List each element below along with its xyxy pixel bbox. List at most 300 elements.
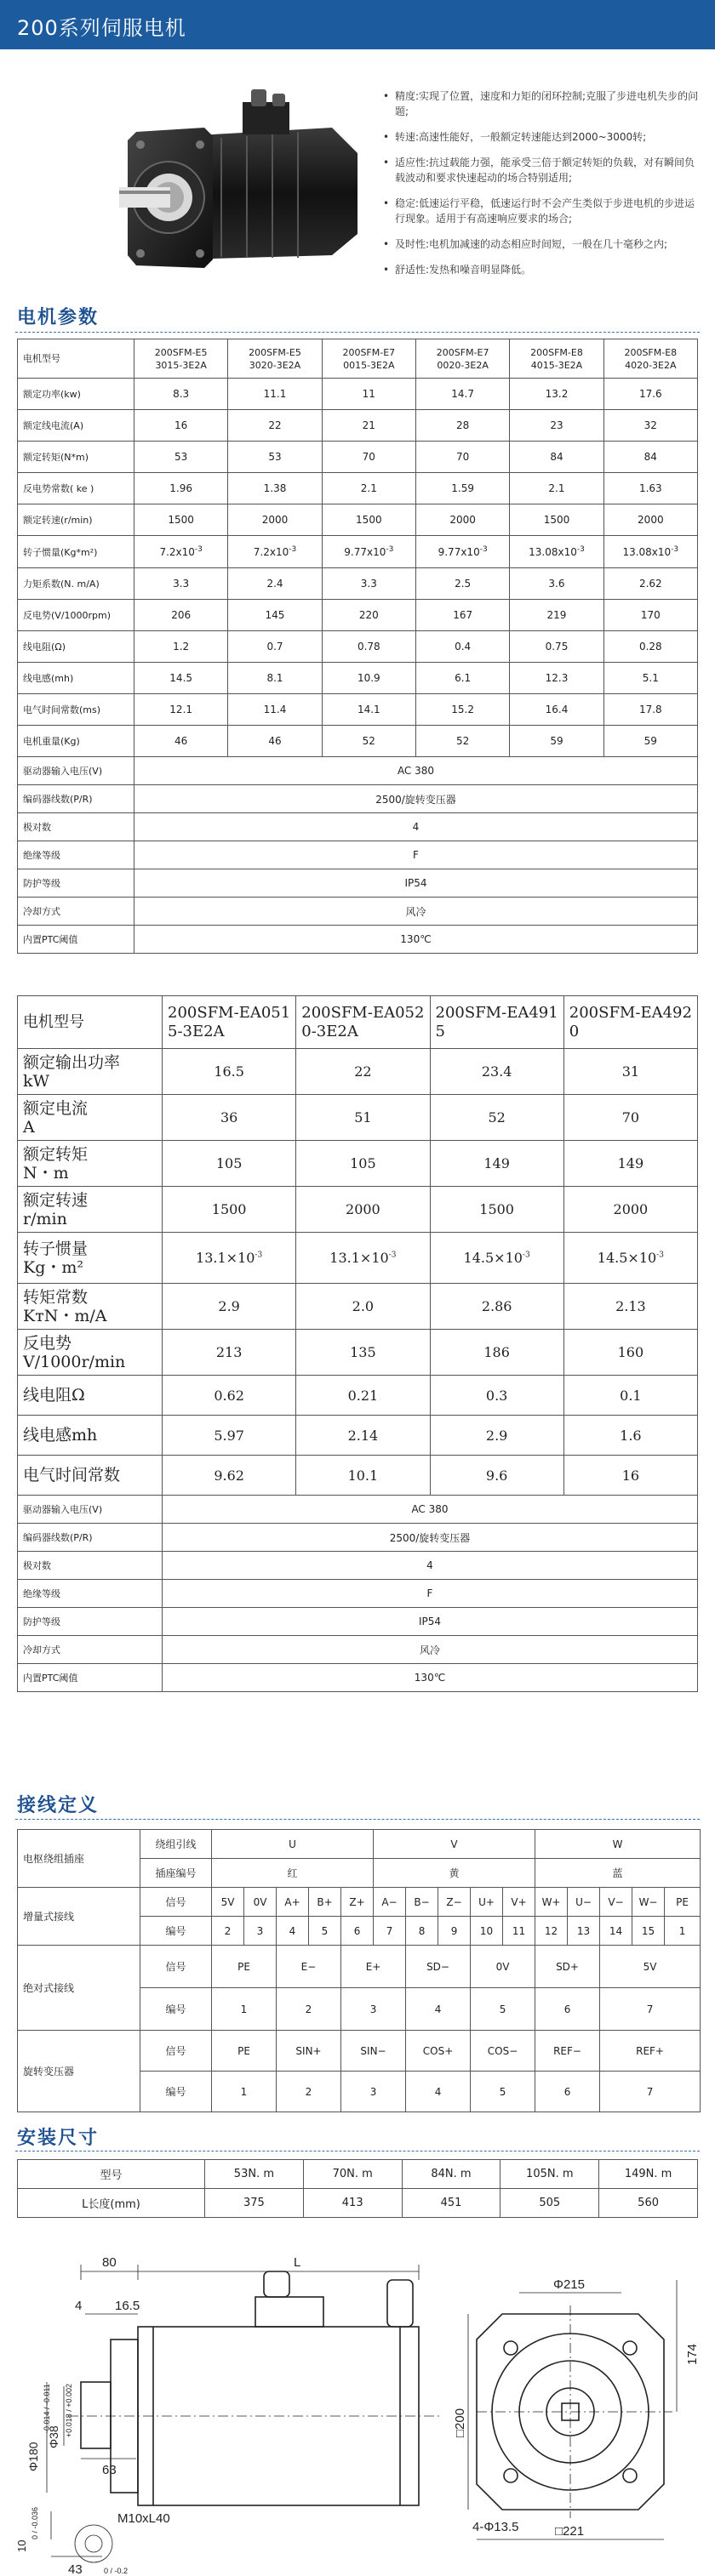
value-cell: SD+ [535,1946,600,1988]
value-cell: V− [600,1888,632,1917]
value-cell: 0.62 [163,1376,296,1416]
table-row [18,1187,698,1233]
table-row [18,996,698,1049]
value-cell: 3.6 [510,568,603,600]
value-cell: 3 [341,2072,406,2112]
value-cell: 0.7 [228,631,322,663]
value-cell: $9.77x10^{-3}$ [322,536,415,568]
wiring-group-label: 增量式接线 [18,1888,140,1946]
value-cell: 17.8 [603,694,697,726]
dim-10: 10 [15,2539,28,2552]
value-cell: 2.0 [296,1284,430,1330]
value-cell: F [134,841,698,869]
table-row [18,694,698,726]
table-row [18,1888,701,1917]
feature-item: • 适应性:抗过载能力强，能承受三倍于额定转矩的负载，对有瞬间负载波动和要求快速起动的场合特别适用; [381,155,705,185]
value-cell: 451 [402,2189,500,2218]
feature-item: • 及时性:电机加减速的动态相应时间短，一般在几十毫秒之内; [381,237,705,252]
row-label: 信号 [140,1888,212,1917]
row-label: 力矩系数(N. m/A) [18,568,134,600]
value-cell: 黄 [374,1859,535,1888]
value-cell: 4 [406,1988,471,2031]
value-cell: 11.4 [228,694,322,726]
table-row [18,2189,698,2218]
value-cell: 9.6 [430,1456,563,1496]
dim-63: 63 [102,2463,117,2477]
dim-200: □200 [453,2408,467,2437]
value-cell: 149 [430,1141,563,1187]
row-label: 内置PTC阈值 [18,926,134,954]
dim-L: L [294,2255,301,2270]
value-cell: 5 [471,2072,535,2112]
value-cell: $13.1\times 10^{-3}$ [296,1233,430,1284]
row-label: 极对数 [18,813,134,841]
value-cell: 2000 [603,504,697,536]
row-label: 冷却方式 [18,1636,163,1664]
value-cell: 149N. m [599,2160,698,2189]
connector-housing [255,2297,323,2327]
value-cell: 9 [438,1917,471,1946]
dim-phi215: Φ215 [553,2277,585,2292]
value-cell: 70 [563,1095,697,1141]
model-cell: 200SFM-E7 0015-3E2A [322,339,415,379]
value-cell: 170 [603,600,697,631]
value-cell: 84 [510,442,603,473]
table-row [18,663,698,694]
value-cell: 413 [303,2189,402,2218]
row-label: 线电感mh [18,1416,163,1456]
table-row [18,473,698,504]
dimension-drawing [0,2246,715,2576]
table-row [18,379,698,410]
value-cell: 3 [341,1988,406,2031]
value-cell: Z− [438,1888,471,1917]
model-cell: 200SFM-E5 3015-3E2A [134,339,228,379]
value-cell: 2 [277,2072,341,2112]
value-cell: IP54 [134,869,698,898]
dim-phi180: Φ180 [26,2442,40,2471]
value-cell: 53N. m [205,2160,304,2189]
value-cell: 2.9 [430,1416,563,1456]
feature-item: • 稳定:低速运行平稳，低速运行时不会产生类似于步进电机的步进运行现象。适用于有高速响应要求的场合; [381,196,705,226]
table-row [18,600,698,631]
value-cell: $13.08x10^{-3}$ [603,536,697,568]
value-cell: 10.1 [296,1456,430,1496]
section-heading-params: 电机参数 [17,307,100,328]
value-cell: 1.96 [134,473,228,504]
motor-photo [102,85,375,281]
value-cell: B+ [309,1888,341,1917]
value-cell: 1.63 [603,473,697,504]
value-cell: 130℃ [163,1664,698,1692]
row-label: 型号 [18,2160,205,2189]
value-cell: 12 [535,1917,568,1946]
value-cell: 7 [374,1917,406,1946]
model-cell: 200SFM-EA492 0 [563,996,697,1049]
table-row [18,869,698,898]
value-cell: PE [212,2031,277,2072]
value-cell: 1.2 [134,631,228,663]
row-label: 编码器线数(P/R) [18,1524,163,1552]
row-label: 电机重量(Kg) [18,726,134,757]
value-cell: A+ [277,1888,309,1917]
value-cell: 52 [430,1095,563,1141]
dim-43: 43 [68,2562,83,2576]
value-cell: 36 [163,1095,296,1141]
row-label: 防护等级 [18,1608,163,1636]
value-cell: 219 [510,600,603,631]
value-cell: 70 [322,442,415,473]
table-row [18,2160,698,2189]
value-cell: 135 [296,1330,430,1376]
table-row [18,1416,698,1456]
value-cell: 4 [406,2072,471,2112]
row-label: 防护等级 [18,869,134,898]
value-cell: 11.1 [228,379,322,410]
feature-item: • 舒适性:发热和噪音明显降低。 [381,262,705,277]
value-cell: $13.1\times 10^{-3}$ [163,1233,296,1284]
dim-80: 80 [102,2255,117,2270]
table-row [18,1664,698,1692]
wiring-table [17,1829,701,2112]
value-cell: 130℃ [134,926,698,954]
table-row [18,757,698,785]
dim-221: □221 [555,2524,585,2539]
row-label: 额定转矩 N・m [18,1141,163,1187]
row-label: 转子惯量 Kg・m² [18,1233,163,1284]
row-label: 极对数 [18,1552,163,1580]
row-label: 转子惯量(Kg*m²) [18,536,134,568]
spec-table-ea-series [17,995,698,1692]
value-cell: 53 [228,442,322,473]
value-cell: 206 [134,600,228,631]
value-cell: PE [665,1888,701,1917]
value-cell: E+ [341,1946,406,1988]
value-cell: 105 [163,1141,296,1187]
value-cell: 10 [471,1917,503,1946]
value-cell: COS+ [406,2031,471,2072]
value-cell: 22 [228,410,322,442]
value-cell: 16.5 [163,1049,296,1095]
value-cell: 风冷 [134,898,698,926]
value-cell: 13 [568,1917,600,1946]
page-title: 200系列伺服电机 [17,16,186,40]
value-cell: V [374,1830,535,1859]
value-cell: 风冷 [163,1636,698,1664]
value-cell: 28 [415,410,509,442]
value-cell: 5V [600,1946,701,1988]
value-cell: 10.9 [322,663,415,694]
value-cell: 105 [296,1141,430,1187]
row-label: 反电势 V/1000r/min [18,1330,163,1376]
value-cell: 0V [471,1946,535,1988]
table-row [18,1524,698,1552]
row-label: 绕组引线 [140,1830,212,1859]
value-cell: 0.3 [430,1376,563,1416]
value-cell: 2000 [296,1187,430,1233]
dim-16-5: 16.5 [115,2299,140,2313]
spec-table-e-series [17,339,698,954]
value-cell: 32 [603,410,697,442]
value-cell: 70 [415,442,509,473]
value-cell: 0.4 [415,631,509,663]
table-row [18,1233,698,1284]
table-row [18,1552,698,1580]
value-cell: 14.1 [322,694,415,726]
table-row [18,1330,698,1376]
value-cell: E− [277,1946,341,1988]
dim-38-tol: +0.018 / +0.002 [65,2383,73,2437]
table-row [18,410,698,442]
value-cell: 4 [134,813,698,841]
value-cell: $7.2x10^{-3}$ [134,536,228,568]
table-row [18,536,698,568]
value-cell: 蓝 [535,1859,701,1888]
value-cell: 59 [510,726,603,757]
value-cell: 1500 [430,1187,563,1233]
value-cell: COS− [471,2031,535,2072]
value-cell: 17.6 [603,379,697,410]
value-cell: 14.7 [415,379,509,410]
value-cell: 11 [322,379,415,410]
value-cell: 2500/旋转变压器 [134,785,698,813]
row-label: 转矩常数 KтN・m/A [18,1284,163,1330]
value-cell: 2.62 [603,568,697,600]
value-cell: 149 [563,1141,697,1187]
row-label: 额定输出功率 kW [18,1049,163,1095]
row-label: 内置PTC阈值 [18,1664,163,1692]
value-cell: 160 [563,1330,697,1376]
value-cell: W+ [535,1888,568,1917]
value-cell: 1.6 [563,1416,697,1456]
value-cell: 2000 [228,504,322,536]
value-cell: 2000 [415,504,509,536]
model-cell: 200SFM-EA491 5 [430,996,563,1049]
row-label: 信号 [140,2031,212,2072]
value-cell: 2.1 [510,473,603,504]
feature-item: • 精度:实现了位置，速度和力矩的闭环控制;克服了步进电机失步的问题; [381,88,705,119]
model-cell: 200SFM-EA051 5-3E2A [163,996,296,1049]
value-cell: 46 [134,726,228,757]
value-cell: 2500/旋转变压器 [163,1524,698,1552]
dim-174: 174 [685,2343,700,2365]
dim-43-tol: 0 / -0.2 [104,2567,129,2575]
row-label: 电气时间常数(ms) [18,694,134,726]
row-label: 信号 [140,1946,212,1988]
value-cell: 70N. m [303,2160,402,2189]
model-cell: 200SFM-E8 4020-3E2A [603,339,697,379]
value-cell: 7 [600,2072,701,2112]
value-cell: 1500 [322,504,415,536]
value-cell: 3 [244,1917,277,1946]
value-cell: 0V [244,1888,277,1917]
row-label: 额定线电流(A) [18,410,134,442]
value-cell: 186 [430,1330,563,1376]
value-cell: 220 [322,600,415,631]
value-cell: $14.5\times 10^{-3}$ [430,1233,563,1284]
value-cell: F [163,1580,698,1608]
table-row [18,504,698,536]
value-cell: 1.59 [415,473,509,504]
table-header-cell: 电机型号 [18,339,134,379]
table-row [18,1049,698,1095]
value-cell: 2.86 [430,1284,563,1330]
row-label: 驱动器输入电压(V) [18,1496,163,1524]
section-heading-install: 安装尺寸 [17,2128,100,2149]
value-cell: 8 [406,1917,438,1946]
value-cell: 84 [603,442,697,473]
table-row [18,1946,701,1988]
row-label: 额定转速(r/min) [18,504,134,536]
value-cell: 0.75 [510,631,603,663]
value-cell: 52 [415,726,509,757]
value-cell: 145 [228,600,322,631]
row-label: 线电感(mh) [18,663,134,694]
row-label: 编号 [140,1988,212,2031]
row-label: 额定电流 A [18,1095,163,1141]
title-bar [0,0,715,49]
table-row [18,726,698,757]
section-heading-wiring: 接线定义 [17,1795,100,1816]
value-cell: 0.28 [603,631,697,663]
row-label: 额定转矩(N*m) [18,442,134,473]
dim-phi38: Φ38 [47,2425,60,2448]
feature-list [381,88,705,288]
row-label: 冷却方式 [18,898,134,926]
table-row [18,898,698,926]
value-cell: 4 [163,1552,698,1580]
section-divider [15,332,700,333]
wiring-group-label: 绝对式接线 [18,1946,140,2031]
value-cell: 12.1 [134,694,228,726]
value-cell: 505 [500,2189,599,2218]
value-cell: 5V [212,1888,244,1917]
row-label: 驱动器输入电压(V) [18,757,134,785]
table-row [18,339,698,379]
value-cell: PE [212,1946,277,1988]
value-cell: 1 [212,2072,277,2112]
value-cell: 51 [296,1095,430,1141]
value-cell: 4 [277,1917,309,1946]
value-cell: Z+ [341,1888,374,1917]
value-cell: W− [632,1888,665,1917]
value-cell: 21 [322,410,415,442]
value-cell: 3.3 [322,568,415,600]
value-cell: 8.1 [228,663,322,694]
row-label: 反电势常数( ke ) [18,473,134,504]
model-cell: 200SFM-E8 4015-3E2A [510,339,603,379]
value-cell: 167 [415,600,509,631]
value-cell: 6 [535,2072,600,2112]
value-cell: 53 [134,442,228,473]
table-row [18,1141,698,1187]
model-cell: 200SFM-EA052 0-3E2A [296,996,430,1049]
row-label: 线电阻Ω [18,1376,163,1416]
value-cell: 2.9 [163,1284,296,1330]
value-cell: 12.3 [510,663,603,694]
table-row [18,442,698,473]
value-cell: 23.4 [430,1049,563,1095]
table-row [18,926,698,954]
value-cell: 1500 [163,1187,296,1233]
row-label: 编号 [140,2072,212,2112]
value-cell: 1 [665,1917,701,1946]
row-label: 插座编号 [140,1859,212,1888]
value-cell: 14 [600,1917,632,1946]
dim-4: 4 [75,2299,83,2313]
table-row [18,1608,698,1636]
table-row [18,1095,698,1141]
value-cell: 11 [503,1917,535,1946]
dim-m10: M10xL40 [117,2511,170,2526]
table-row [18,568,698,600]
value-cell: 2 [277,1988,341,2031]
row-label: 绝缘等级 [18,1580,163,1608]
table-row [18,841,698,869]
table-header-cell: 电机型号 [18,996,163,1049]
value-cell: 14.5 [134,663,228,694]
value-cell: AC 380 [163,1496,698,1524]
dim-10-tol: 0 / -0.036 [31,2506,39,2539]
value-cell: SIN+ [277,2031,341,2072]
value-cell: 560 [599,2189,698,2218]
table-row [18,1580,698,1608]
dim-180-tol: -0.014 / -0.011 [43,2384,51,2433]
value-cell: U [212,1830,374,1859]
value-cell: 9.62 [163,1456,296,1496]
value-cell: 16 [563,1456,697,1496]
value-cell: 1500 [134,504,228,536]
value-cell: 13.2 [510,379,603,410]
row-label: 反电势(V/1000rpm) [18,600,134,631]
value-cell: AC 380 [134,757,698,785]
value-cell: U+ [471,1888,503,1917]
value-cell: SIN− [341,2031,406,2072]
connector-1 [264,2271,289,2297]
table-row [18,1456,698,1496]
value-cell: V+ [503,1888,535,1917]
value-cell: 2.14 [296,1416,430,1456]
value-cell: 15.2 [415,694,509,726]
wiring-group-label: 电枢绕组插座 [18,1830,140,1888]
table-row [18,1376,698,1416]
row-label: L长度(mm) [18,2189,205,2218]
value-cell: SD− [406,1946,471,1988]
value-cell: 6 [341,1917,374,1946]
value-cell: 3.3 [134,568,228,600]
value-cell: 22 [296,1049,430,1095]
value-cell: 红 [212,1859,374,1888]
value-cell: A− [374,1888,406,1917]
value-cell: 52 [322,726,415,757]
row-label: 编号 [140,1917,212,1946]
value-cell: 2.13 [563,1284,697,1330]
table-row [18,1284,698,1330]
value-cell: 84N. m [402,2160,500,2189]
model-cell: 200SFM-E7 0020-3E2A [415,339,509,379]
value-cell: 59 [603,726,697,757]
value-cell: 0.21 [296,1376,430,1416]
value-cell: IP54 [163,1608,698,1636]
value-cell: $7.2x10^{-3}$ [228,536,322,568]
value-cell: 16.4 [510,694,603,726]
value-cell: 5.1 [603,663,697,694]
value-cell: 5 [309,1917,341,1946]
value-cell: B− [406,1888,438,1917]
table-row [18,1636,698,1664]
connector-2 [387,2280,413,2327]
value-cell: 1500 [510,504,603,536]
